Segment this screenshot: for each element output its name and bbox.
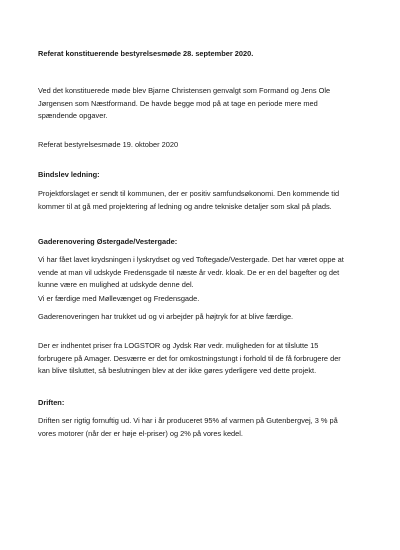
text-line: Der er indhentet priser fra LOGSTOR og Jydsk Rør vedr. muligheden for at tilslutte 15 [38,341,319,350]
text-line: spændende opgaver. [38,111,108,121]
text-line: Vi har fået lavet krydsningen i lyskrydset og ved Toftegade/Vestergade. Det har været oppe at [38,255,344,264]
text-line: Projektforslaget er sendt til kommunen, der er positiv samfundsøkonomi. Den kommende tid [38,189,340,198]
constituting-paragraph [38,85,374,123]
gaderenovering-status-line: Vi er færdige med Møllevænget og Fredensgade. [38,294,200,303]
section-heading-bindslev: Bindslev ledning: [38,170,100,179]
text-line: kommer til at gå med projektering af ledning og andre tekniske detaljer som skal på plads. [38,201,332,211]
text-line: Driften ser rigtig fornuftig ud. Vi har i år produceret 95% af varmen på Gutenbergvej, 3 % på [38,416,338,425]
gaderenovering-progress-line: Gaderenoveringen har trukket ud og vi arbejder på højtryk for at blive færdige. [38,312,294,321]
bindslev-paragraph [38,188,374,213]
text-line: kunne være en mulighed at udskyde denne del. [38,280,194,290]
text-line: forbrugere på Amager. Desværre er det for omkostningstungt i forhold til de få forbrugere der [38,353,341,363]
section-heading-driften: Driften: [38,398,65,407]
meeting-title-constituting: Referat konstituerende bestyrelsesmøde 28. september 2020. [38,49,254,58]
meeting-title-october: Referat bestyrelsesmøde 19. oktober 2020 [38,140,179,149]
prices-paragraph [38,340,374,378]
text-line: Jørgensen som Næstformand. De havde begge mod på at tage en periode mere med [38,98,318,108]
section-heading-gaderenovering: Gaderenovering Østergade/Vestergade: [38,237,178,246]
text-line: kan blive tilsluttet, så beslutningen blev at der ikke gøres yderligere ved dette projekt. [38,366,317,376]
text-line: Ved det konstituerede møde blev Bjarne Christensen genvalgt som Formand og Jens Ole [38,86,331,95]
text-line: vores motorer (når der er høje el-priser) og 2% på vores kedel. [38,428,243,438]
text-line: vende at man vil udskyde Fredensgade til næste år vedr. kloak. De er en del bagefter og det [38,267,340,277]
gaderenovering-paragraph [38,254,374,292]
driften-paragraph [38,415,374,440]
